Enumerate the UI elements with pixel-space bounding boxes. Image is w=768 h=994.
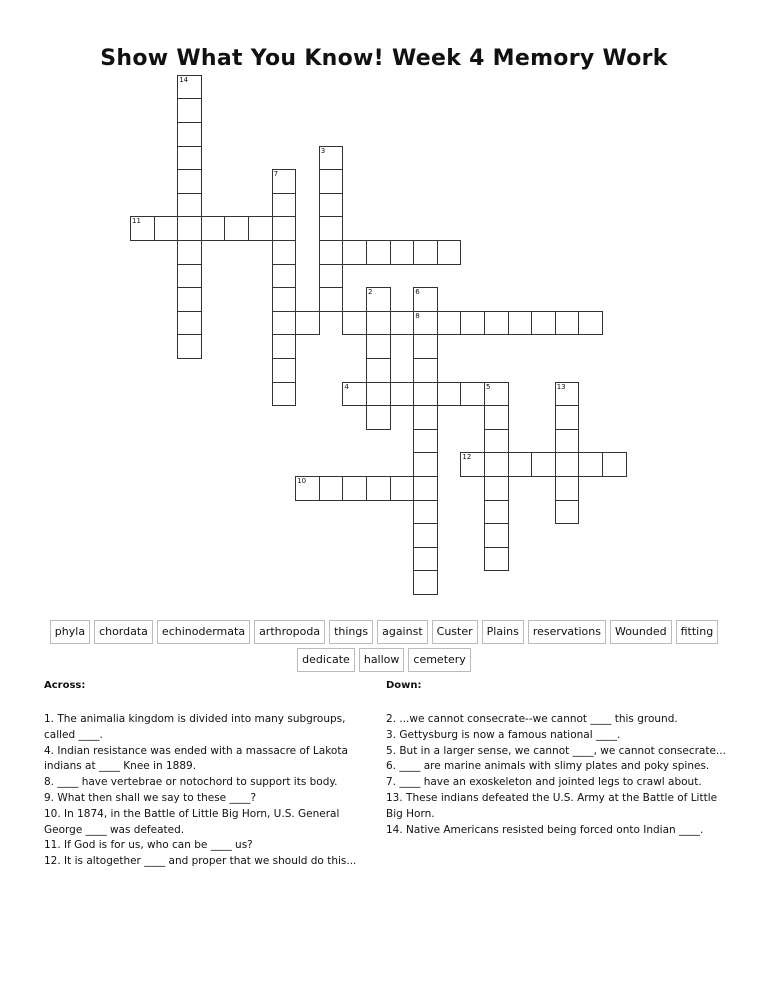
grid-cell[interactable] [272,334,297,359]
grid-cell[interactable] [177,98,202,123]
grid-cell[interactable] [342,476,367,501]
grid-cell[interactable] [201,216,226,241]
grid-cell[interactable] [342,311,367,336]
grid-cell[interactable] [177,146,202,171]
grid-cell[interactable] [342,382,367,407]
word-bank-item: hallow [359,648,405,672]
grid-cell[interactable] [319,264,344,289]
grid-cell[interactable] [413,570,438,595]
grid-cell[interactable] [413,452,438,477]
grid-cell[interactable] [555,311,580,336]
word-bank-item: Custer [432,620,478,644]
clue-number: 11 [132,217,141,226]
grid-cell[interactable] [555,476,580,501]
clue-number: 2 [368,288,373,297]
clue: 5. But in a larger sense, we cannot ____, we cannot consecrate... [386,744,726,757]
grid-cell[interactable] [272,264,297,289]
grid-cell[interactable] [508,311,533,336]
grid-cell[interactable] [319,193,344,218]
grid-cell[interactable] [484,405,509,430]
word-bank-item: Wounded [610,620,672,644]
clue: 7. ____ have an exoskeleton and jointed legs to crawl about. [386,776,702,789]
grid-cell[interactable] [413,358,438,383]
grid-cell[interactable] [413,287,438,312]
grid-cell[interactable] [390,311,415,336]
clue: 2. ...we cannot consecrate--we cannot ____ this ground. [386,713,678,725]
grid-cell[interactable] [602,452,627,477]
grid-cell[interactable] [531,311,556,336]
word-bank-item: dedicate [297,648,355,672]
clue-number: 6 [415,288,420,297]
grid-cell[interactable] [177,264,202,289]
clue-number: 7 [273,170,279,179]
clue-number: 13 [556,382,566,391]
grid-cell[interactable] [484,500,509,525]
grid-cell[interactable] [319,287,344,312]
grid-cell[interactable] [555,452,580,477]
grid-cell[interactable] [484,311,509,336]
grid-cell[interactable] [319,476,344,501]
grid-cell[interactable] [555,382,580,407]
clue: 12. It is altogether ____ and proper that we should do this... [44,855,357,868]
grid-cell[interactable] [319,216,344,241]
grid-cell[interactable] [437,311,462,336]
grid-cell[interactable] [578,311,603,336]
across-heading: Across: [44,680,86,691]
word-bank-item: against [377,620,428,644]
clue-number: 5 [486,382,491,391]
grid-cell[interactable] [413,311,438,336]
grid-cell[interactable] [484,523,509,548]
grid-cell[interactable] [177,75,202,100]
word-bank-item: phyla [50,620,90,644]
grid-cell[interactable] [295,476,320,501]
clue: 10. In 1874, in the Battle of Little Big Horn, U.S. General George ____ was defeated. [44,807,340,836]
grid-cell[interactable] [460,311,485,336]
clue-number: 4 [344,382,349,391]
clue: 3. Gettysburg is now a famous national ____. [386,728,621,741]
grid-cell[interactable] [272,193,297,218]
grid-cell[interactable] [531,452,556,477]
grid-cell[interactable] [177,169,202,194]
word-bank [30,620,738,672]
grid-cell[interactable] [390,382,415,407]
grid-cell[interactable] [555,500,580,525]
grid-cell[interactable] [177,311,202,336]
grid-cell[interactable] [413,405,438,430]
grid-cell[interactable] [154,216,179,241]
grid-cell[interactable] [272,311,297,336]
grid-cell[interactable] [413,500,438,525]
grid-cell[interactable] [319,146,344,171]
grid-cell[interactable] [272,169,297,194]
grid-cell[interactable] [578,452,603,477]
grid-cell[interactable] [366,334,391,359]
grid-cell[interactable] [555,429,580,454]
grid-cell[interactable] [177,334,202,359]
grid-cell[interactable] [342,240,367,265]
grid-cell[interactable] [319,169,344,194]
grid-cell[interactable] [460,382,485,407]
grid-cell[interactable] [295,311,320,336]
clue: 14. Native Americans resisted being forced onto Indian ____. [386,823,704,836]
grid-cell[interactable] [366,358,391,383]
down-heading: Down: [386,680,422,691]
grid-cell[interactable] [248,216,273,241]
grid-cell[interactable] [484,429,509,454]
grid-cell[interactable] [366,240,391,265]
grid-cell[interactable] [413,382,438,407]
grid-cell[interactable] [413,523,438,548]
grid-cell[interactable] [413,429,438,454]
grid-cell[interactable] [177,122,202,147]
grid-cell[interactable] [319,240,344,265]
clue-number: 8 [415,311,420,320]
clue: 13. These indians defeated the U.S. Army at the Battle of Little Big Horn. [386,791,718,820]
clue: 6. ____ are marine animals with slimy plates and poky spines. [386,760,710,773]
clue: 8. ____ have vertebrae or notochord to support its body. [44,776,338,789]
word-bank-item: chordata [94,620,153,644]
grid-cell[interactable] [272,358,297,383]
puzzle-title: Show What You Know! Week 4 Memory Work [100,46,668,71]
grid-cell[interactable] [272,382,297,407]
grid-cell[interactable] [366,287,391,312]
word-bank-item: reservations [528,620,606,644]
grid-cell[interactable] [390,476,415,501]
grid-cell[interactable] [508,452,533,477]
grid-cell[interactable] [413,240,438,265]
grid-cell[interactable] [366,476,391,501]
across-clues [44,712,374,870]
word-bank-item: Plains [482,620,524,644]
clue: 4. Indian resistance was ended with a massacre of Lakota indians at ____ Knee in 1889. [44,744,348,773]
grid-cell[interactable] [130,216,155,241]
grid-cell[interactable] [177,216,202,241]
grid-cell[interactable] [413,476,438,501]
grid-cell[interactable] [272,287,297,312]
word-bank-item: arthropoda [254,620,325,644]
grid-cell[interactable] [177,193,202,218]
down-clues [386,712,731,838]
grid-cell[interactable] [460,452,485,477]
grid-cell[interactable] [413,547,438,572]
grid-cell[interactable] [390,240,415,265]
grid-cell[interactable] [177,240,202,265]
grid-cell[interactable] [484,452,509,477]
grid-cell[interactable] [366,382,391,407]
grid-cell[interactable] [437,240,462,265]
grid-cell[interactable] [437,382,462,407]
word-bank-item: echinodermata [157,620,250,644]
clue: 9. What then shall we say to these ____? [44,791,257,804]
grid-cell[interactable] [484,476,509,501]
grid-cell[interactable] [272,216,297,241]
clue-number: 12 [462,453,472,462]
grid-cell[interactable] [366,405,391,430]
clue: 1. The animalia kingdom is divided into many subgroups, called ____. [44,713,346,741]
word-bank-item: things [329,620,373,644]
word-bank-item: cemetery [408,648,470,672]
grid-cell[interactable] [224,216,249,241]
grid-cell[interactable] [484,382,509,407]
word-bank-item: fitting [676,620,719,644]
clue-number: 10 [297,477,307,485]
clue-number: 3 [320,146,326,155]
grid-cell[interactable] [555,405,580,430]
grid-cell[interactable] [413,334,438,359]
grid-cell[interactable] [484,547,509,572]
grid-cell[interactable] [366,311,391,336]
grid-cell[interactable] [272,240,297,265]
clue-number: 14 [179,75,189,84]
grid-cell[interactable] [177,287,202,312]
clue: 11. If God is for us, who can be ____ us? [44,839,253,852]
